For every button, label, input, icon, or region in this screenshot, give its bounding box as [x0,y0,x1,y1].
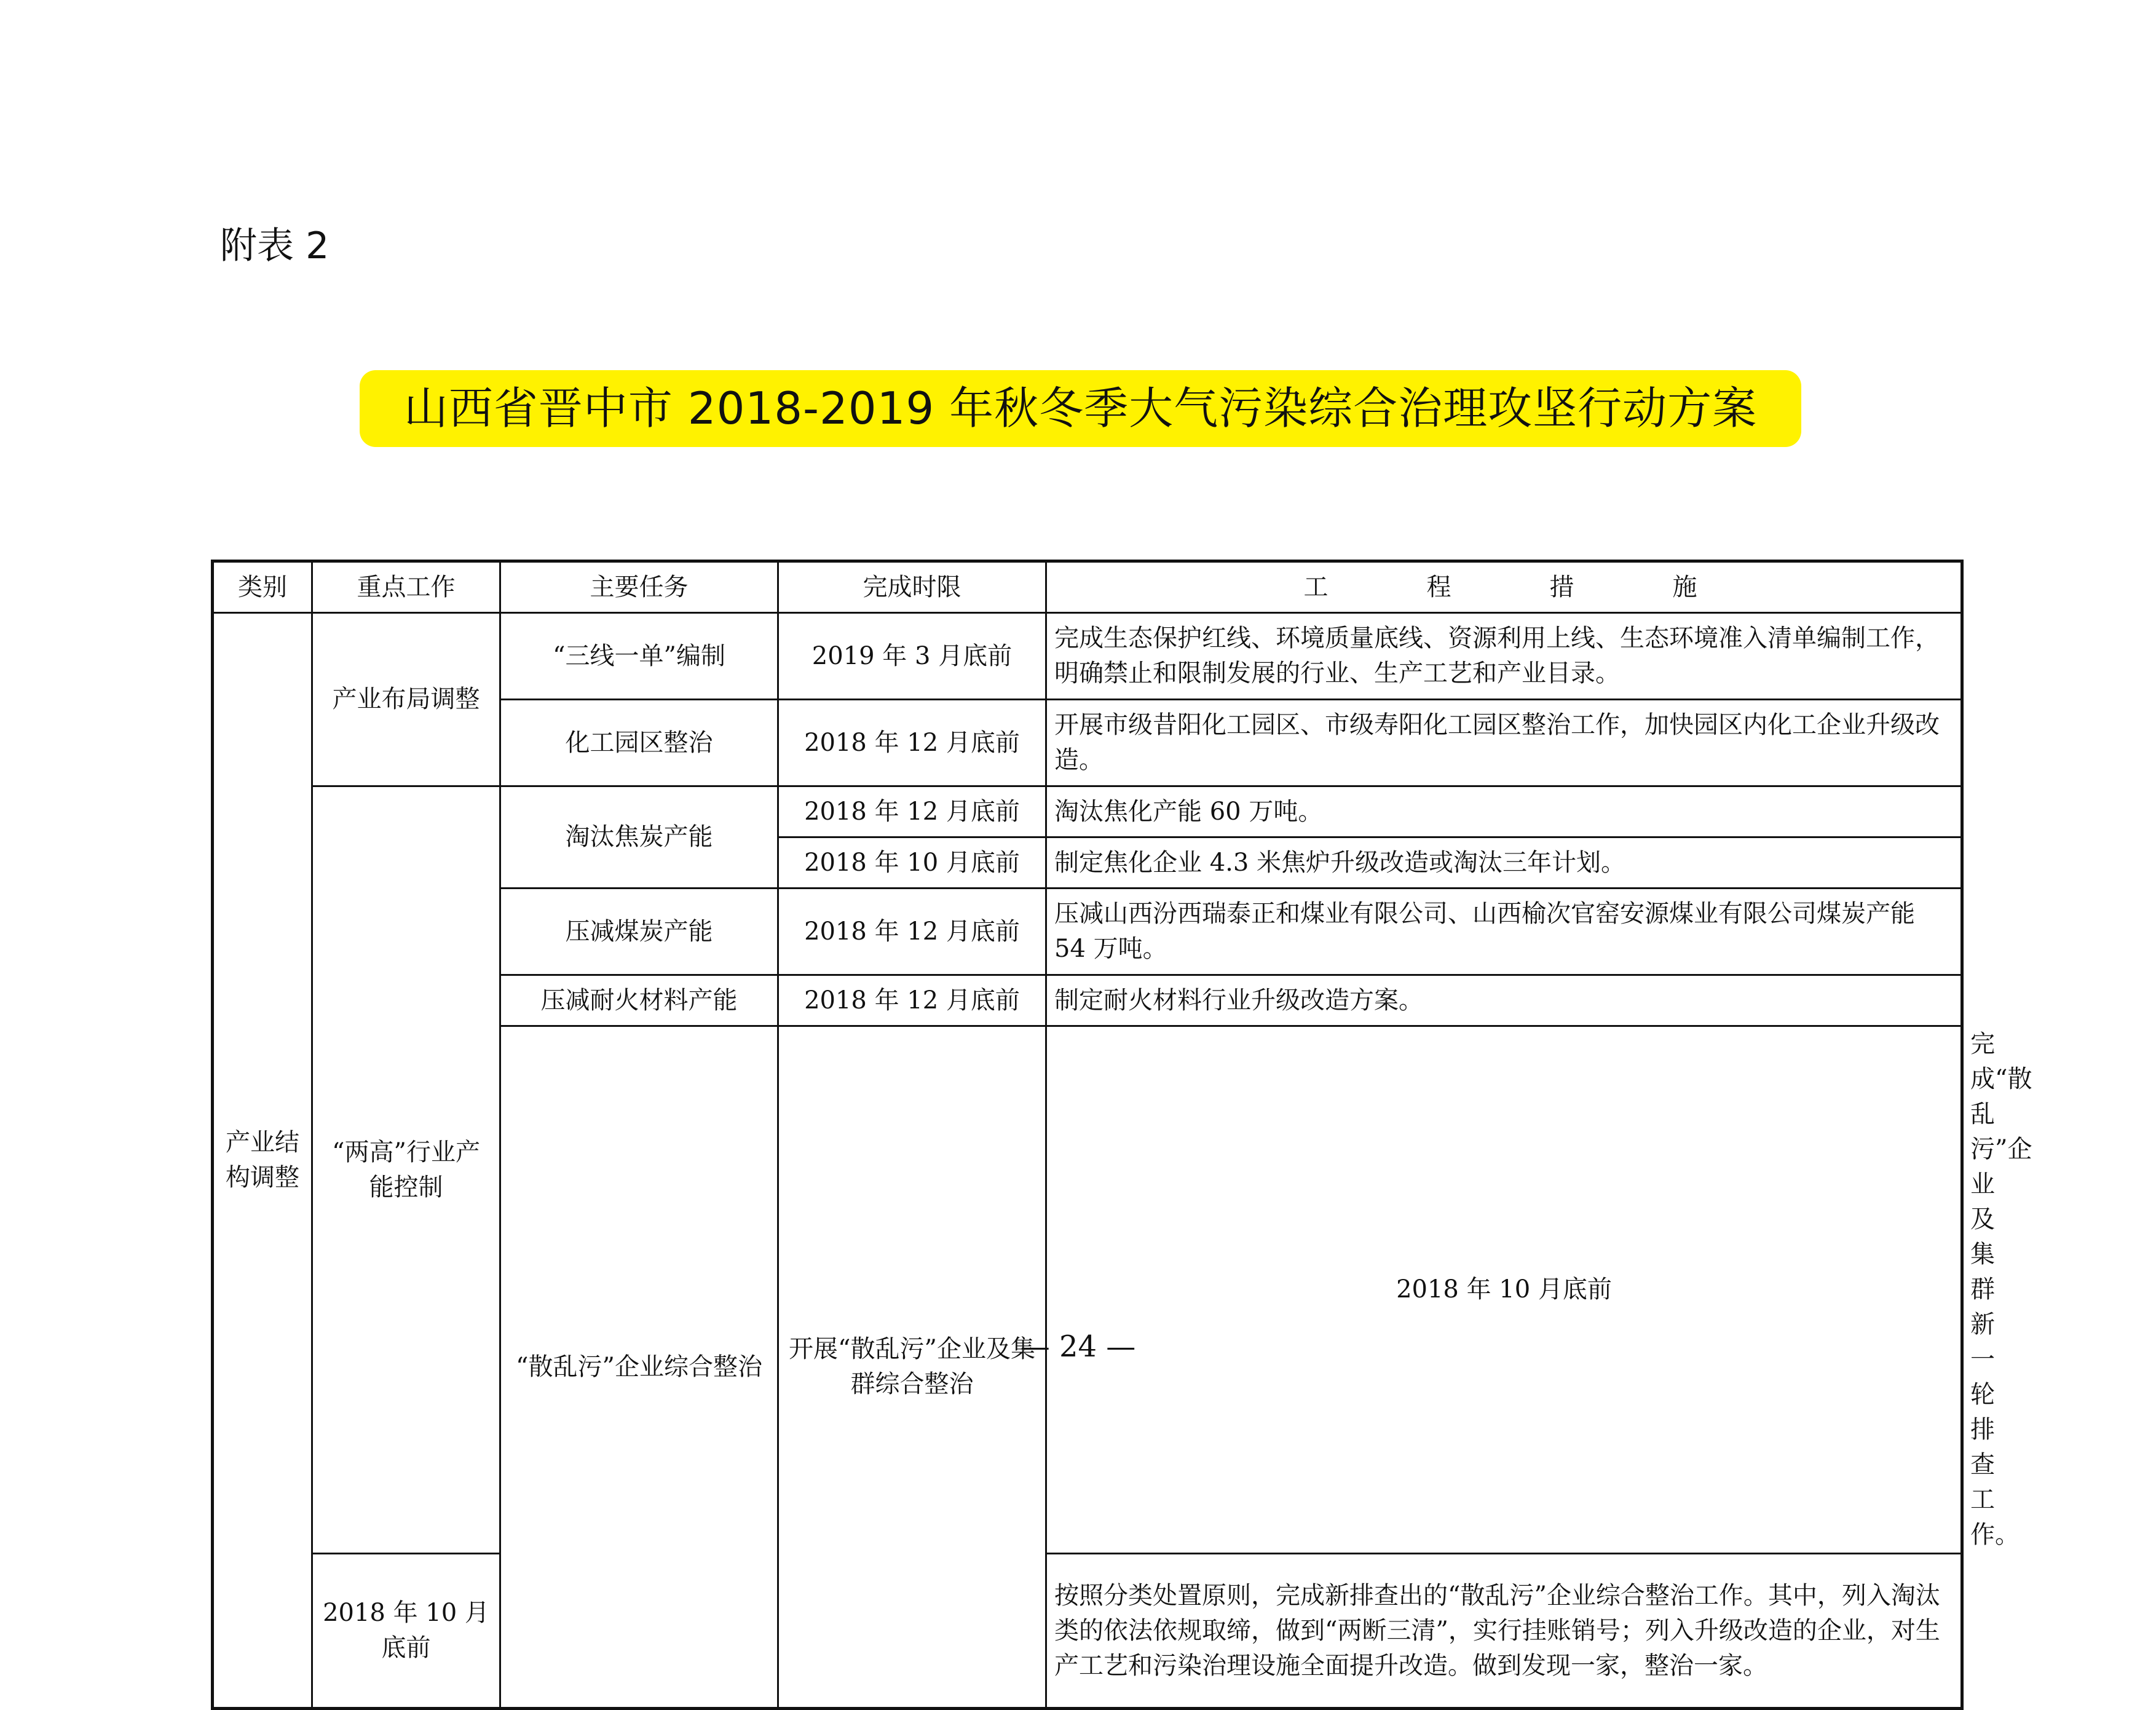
category-cell: 产业结构调整 [213,613,312,1709]
measure-cell: 制定耐火材料行业升级改造方案。 [1046,975,1962,1026]
deadline-cell: 2018 年 12 月底前 [778,700,1046,786]
table-row [213,613,1962,700]
table-row [213,1554,1962,1709]
key-work-cell: “散乱污”企业综合整治 [500,1026,778,1709]
header-main-task: 主要任务 [500,561,778,613]
main-task-cell: 压减煤炭产能 [500,889,778,975]
measure-cell: 制定焦化企业 4.3 米焦炉升级改造或淘汰三年计划。 [1046,837,1962,889]
document-title: 山西省晋中市 2018-2019 年秋冬季大气污染综合治理攻坚行动方案 [360,370,1801,447]
deadline-cell: 2018 年 12 月底前 [778,786,1046,837]
deadline-cell: 2018 年 10 月底前 [778,837,1046,889]
deadline-cell: 2018 年 12 月底前 [778,889,1046,975]
header-category: 类别 [213,561,312,613]
key-work-cell: “两高”行业产能控制 [312,786,500,1554]
deadline-cell: 2018 年 12 月底前 [778,975,1046,1026]
header-deadline: 完成时限 [778,561,1046,613]
page-number: — 24 — [1020,1329,1136,1364]
deadline-cell: 2018 年 10 月底前 [312,1554,500,1709]
main-task-cell: 淘汰焦炭产能 [500,786,778,889]
main-task-cell: “三线一单”编制 [500,613,778,700]
table-row [213,786,1962,837]
measure-cell: 淘汰焦化产能 60 万吨。 [1046,786,1962,837]
measure-cell: 压减山西汾西瑞泰正和煤业有限公司、山西榆次官窑安源煤业有限公司煤炭产能 54 万吨。 [1046,889,1962,975]
table-header-row [213,561,1962,613]
key-work-cell: 产业布局调整 [312,613,500,786]
deadline-cell: 2018 年 10 月底前 [1046,1026,1962,1554]
attachment-label: 附表 2 [220,224,330,267]
deadline-cell: 2019 年 3 月底前 [778,613,1046,700]
main-task-cell: 开展“散乱污”企业及集群综合整治 [778,1026,1046,1709]
main-task-cell: 压减耐火材料产能 [500,975,778,1026]
measure-cell: 完成生态保护红线、环境质量底线、资源利用上线、生态环境准入清单编制工作，明确禁止和限制发展的行业、生产工艺和产业目录。 [1046,613,1962,700]
main-task-cell: 化工园区整治 [500,700,778,786]
measure-cell: 按照分类处置原则，完成新排查出的“散乱污”企业综合整治工作。其中，列入淘汰类的依法依规取缔，做到“两断三清”，实行挂账销号；列入升级改造的企业，对生产工艺和污染治理设施全面提升改造。做到发现一家，整治一家。 [1046,1554,1962,1709]
action-plan-table [211,560,2032,1710]
measure-cell: 开展市级昔阳化工园区、市级寿阳化工园区整治工作，加快园区内化工企业升级改造。 [1046,700,1962,786]
header-key-work: 重点工作 [312,561,500,613]
header-measures: 工 程 措 施 [1046,561,1962,613]
table-row: “散乱污”企业综合整治 开展“散乱污”企业及集群综合整治 2018 年 10 月底前 完成“散乱污”企业及集群新一轮排查工作。 [213,1026,1962,1554]
